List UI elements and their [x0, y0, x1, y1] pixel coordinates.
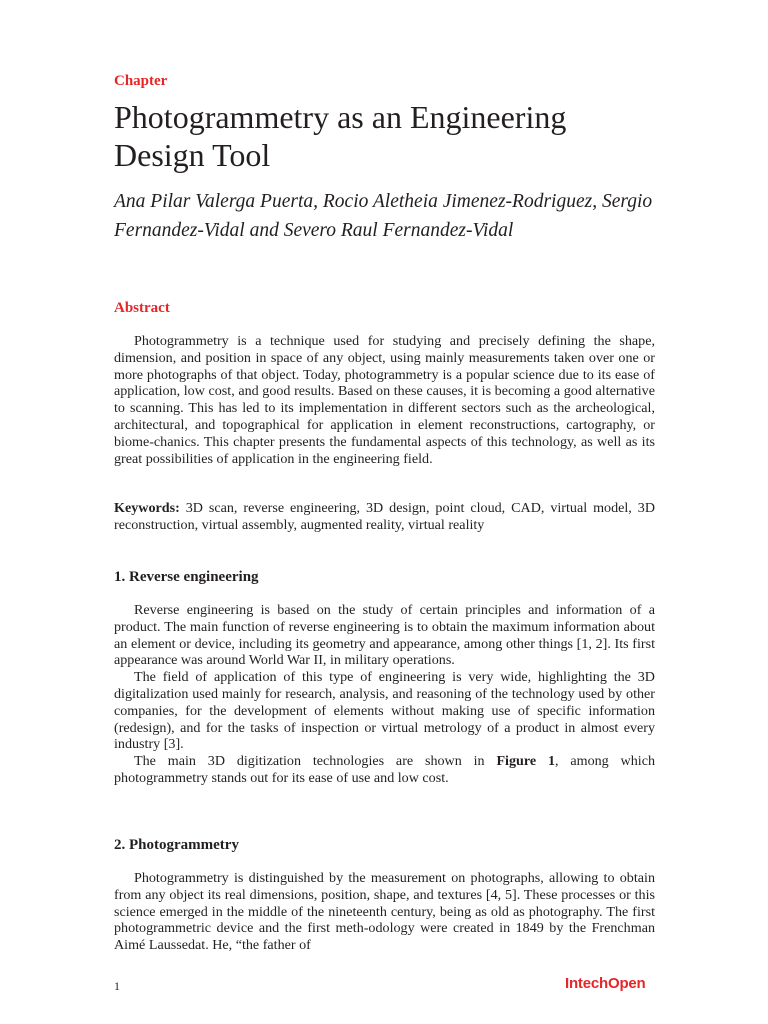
paragraph: Reverse engineering is based on the study of certain principles and information of a product. The main function of reverse engineering is to obtain the maximum information about an element or device, including its geometry and appearance, among other things [1, 2]. Its first appearance was around World War II, in military operations.: [114, 602, 655, 669]
authors: Ana Pilar Valerga Puerta, Rocio Aletheia Jimenez-Rodriguez, Sergio Fernandez-Vidal and Severo Raul Fernandez-Vidal: [114, 191, 653, 241]
text-span: , among which photogrammetry stands out for its ease of use and low cost.: [114, 753, 656, 786]
publisher-logo: IntechOpen: [565, 975, 646, 992]
page-number: 1: [114, 979, 120, 993]
keywords-text: 3D scan, reverse engineering, 3D design, point cloud, CAD, virtual model, 3D reconstruction, virtual assembly, augmented reality, virtual reality: [114, 500, 655, 533]
section-heading-photogrammetry: 2. Photogrammetry: [114, 837, 239, 853]
paragraph: Photogrammetry is distinguished by the measurement on photographs, allowing to obtain from any object its real dimensions, position, shape, and textures [4, 5]. These processes or this science emerged in the middle of the nineteenth century, being as old as photography. The first photogrammetric device and the first meth-odology were created in 1849 by the Frenchman Aimé Laussedat. He, “the father of: [114, 870, 655, 954]
chapter-label: Chapter: [114, 73, 168, 89]
abstract-text: Photogrammetry is a technique used for studying and precisely defining the shape, dimension, and position in space of any object, using mainly measurements taken over one or more photographs of that object. Today, photogrammetry is a popular science due to its ease of application, low cost, and good results. Based on these causes, it is becoming a good alternative to scanning. This has led to its implementation in different sectors such as the archeological, architectural, and topographical for application in element reconstructions, cartography, or biome-chanics. This chapter presents the fundamental aspects of this technology, as well as its great possibilities of application in the engineering field.: [114, 333, 655, 467]
text-span: The main 3D digitization technologies are shown in: [134, 753, 497, 770]
paragraph: [114, 753, 655, 787]
keywords-label: Keywords:: [114, 500, 180, 516]
paragraph: The field of application of this type of engineering is very wide, highlighting the 3D digitalization used mainly for research, analysis, and reasoning of the technology used by other companies, for the development of elements without making use of specific information (redesign), and for the tasks of inspection or virtual metrology of a product in almost every industry [3].: [114, 669, 655, 753]
chapter-title: Photogrammetry as an Engineering Design Tool: [114, 99, 567, 173]
keywords: [114, 500, 655, 534]
section-body-photogrammetry: [114, 870, 655, 954]
section-body-reverse-engineering: [114, 602, 655, 787]
figure-reference[interactable]: Figure 1: [496, 753, 555, 770]
section-heading-reverse-engineering: 1. Reverse engineering: [114, 569, 259, 585]
abstract-heading: Abstract: [114, 300, 170, 316]
